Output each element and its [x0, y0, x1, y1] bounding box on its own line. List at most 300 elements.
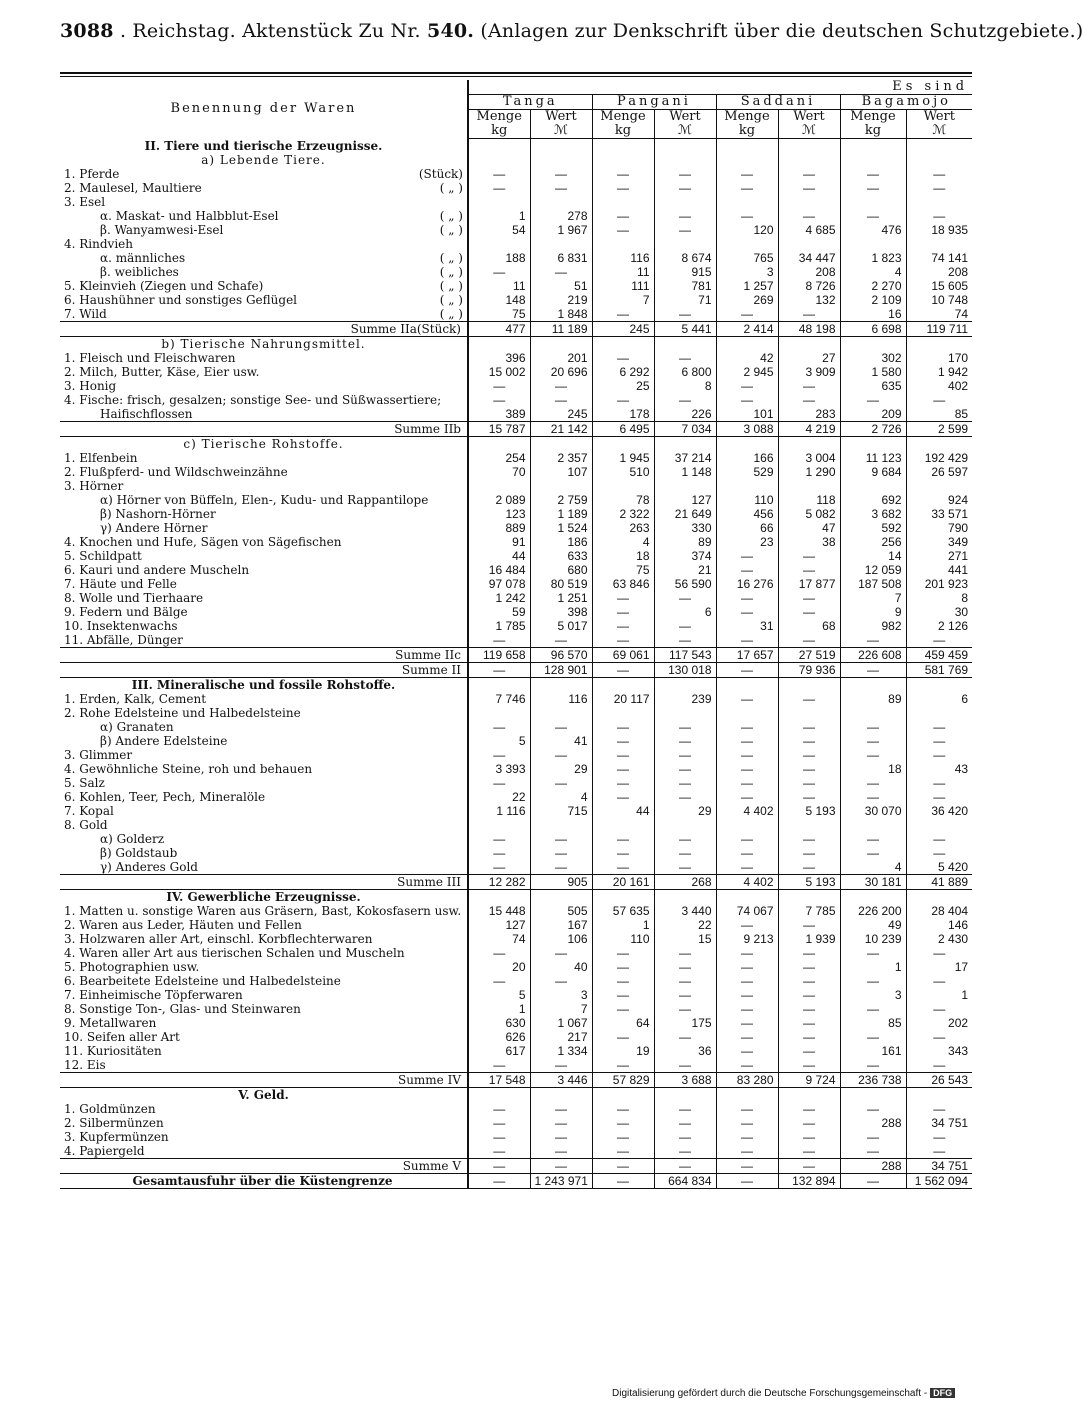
wert-cell: 74 — [906, 307, 972, 322]
empty-cell — [654, 437, 716, 452]
menge-cell: 97 078 — [468, 577, 530, 591]
menge-cell: — — [468, 167, 530, 181]
wert-cell: — — [778, 379, 840, 393]
table-row — [60, 818, 972, 832]
menge-cell: — — [592, 1030, 654, 1044]
row-label-cell — [60, 633, 468, 648]
menge-cell — [716, 195, 778, 209]
row-label: 4. Papiergeld — [64, 1144, 145, 1158]
table-row — [60, 605, 972, 619]
wert-cell: — — [778, 1116, 840, 1130]
row-label-cell — [60, 251, 468, 265]
menge-cell — [468, 706, 530, 720]
menge-cell: — — [592, 720, 654, 734]
menge-cell: — — [592, 663, 654, 678]
menge-cell: 3 — [840, 988, 906, 1002]
wert-cell: — — [778, 591, 840, 605]
empty-cell — [716, 890, 778, 905]
wert-cell: 48 198 — [778, 322, 840, 337]
wert-cell: — — [906, 832, 972, 846]
table-row — [60, 692, 972, 706]
wert-cell: — — [530, 265, 592, 279]
empty-cell — [840, 153, 906, 167]
wert-cell — [906, 818, 972, 832]
column-header-menge: Menge — [592, 110, 654, 125]
row-label: 4. Waren aller Art aus tierischen Schalen und Muscheln — [64, 946, 405, 960]
wert-cell: 15 — [654, 932, 716, 946]
section-heading-row — [60, 890, 972, 905]
wert-cell: — — [906, 1058, 972, 1073]
menge-cell: 16 276 — [716, 577, 778, 591]
wert-cell: 1 — [906, 988, 972, 1002]
menge-cell — [840, 195, 906, 209]
table-row — [60, 265, 972, 279]
wert-cell: 8 — [654, 379, 716, 393]
row-label-cell — [60, 918, 468, 932]
row-label: Summe IIc — [395, 648, 461, 662]
menge-cell: 1 — [468, 209, 530, 223]
wert-cell: 6 800 — [654, 365, 716, 379]
menge-cell: — — [468, 720, 530, 734]
menge-cell: 476 — [840, 223, 906, 237]
wert-cell: — — [530, 974, 592, 988]
menge-cell: 1 257 — [716, 279, 778, 293]
menge-cell: — — [840, 633, 906, 648]
menge-cell: 30 070 — [840, 804, 906, 818]
menge-cell: 11 — [592, 265, 654, 279]
menge-cell: — — [468, 1058, 530, 1073]
row-label: 2. Maulesel, Maultiere — [64, 181, 202, 195]
sum-row — [60, 875, 972, 890]
wert-cell: — — [654, 776, 716, 790]
wert-cell: 1 148 — [654, 465, 716, 479]
wert-cell: — — [778, 918, 840, 932]
menge-cell: — — [592, 748, 654, 762]
menge-cell: — — [840, 167, 906, 181]
empty-cell — [592, 1088, 654, 1103]
column-caption: Es sind — [468, 80, 972, 95]
empty-cell — [716, 153, 778, 167]
table-row — [60, 181, 972, 195]
row-unit: ( „ ) — [439, 265, 463, 279]
column-unit-menge: kg — [468, 124, 530, 139]
row-label-cell — [60, 167, 468, 181]
table-row — [60, 521, 972, 535]
wert-cell: — — [906, 181, 972, 195]
menge-cell — [716, 479, 778, 493]
table-row — [60, 209, 972, 223]
wert-cell: 219 — [530, 293, 592, 307]
wert-cell: 505 — [530, 904, 592, 918]
wert-cell: 116 — [530, 692, 592, 706]
wert-cell: 217 — [530, 1030, 592, 1044]
row-label-cell — [60, 960, 468, 974]
row-label-cell — [60, 307, 468, 322]
table-row — [60, 988, 972, 1002]
wert-cell: — — [654, 960, 716, 974]
table-row — [60, 860, 972, 875]
wert-cell: 201 923 — [906, 577, 972, 591]
menge-cell: — — [840, 946, 906, 960]
menge-cell: 4 — [840, 860, 906, 875]
wert-cell: 3 446 — [530, 1073, 592, 1088]
menge-cell: 111 — [592, 279, 654, 293]
wert-cell — [906, 479, 972, 493]
empty-cell — [906, 678, 972, 693]
row-label-cell — [60, 860, 468, 875]
wert-cell: 915 — [654, 265, 716, 279]
row-label: β) Goldstaub — [100, 846, 178, 860]
wert-cell: 633 — [530, 549, 592, 563]
column-header-name: Benennung der Waren — [170, 101, 357, 117]
wert-cell: 8 — [906, 591, 972, 605]
wert-cell — [778, 818, 840, 832]
menge-cell: 54 — [468, 223, 530, 237]
menge-cell: 18 — [592, 549, 654, 563]
wert-cell: 271 — [906, 549, 972, 563]
table-row — [60, 1058, 972, 1073]
wert-cell: — — [906, 167, 972, 181]
table-row — [60, 465, 972, 479]
menge-cell: — — [840, 663, 906, 678]
row-label: 6. Kauri und andere Muscheln — [64, 563, 250, 577]
wert-cell: 374 — [654, 549, 716, 563]
menge-cell: — — [716, 663, 778, 678]
row-label-cell — [60, 1016, 468, 1030]
menge-cell: 15 002 — [468, 365, 530, 379]
wert-cell: 239 — [654, 692, 716, 706]
menge-cell: 187 508 — [840, 577, 906, 591]
wert-cell: 4 — [530, 790, 592, 804]
wert-cell: — — [906, 790, 972, 804]
table-row — [60, 493, 972, 507]
menge-cell: — — [468, 1116, 530, 1130]
table-row — [60, 279, 972, 293]
wert-cell: — — [906, 846, 972, 860]
row-label-cell — [60, 734, 468, 748]
menge-cell: 4 — [592, 535, 654, 549]
wert-cell: — — [530, 1058, 592, 1073]
menge-cell: — — [716, 776, 778, 790]
menge-cell: — — [716, 181, 778, 195]
wert-cell: 6 — [654, 605, 716, 619]
wert-cell: 33 571 — [906, 507, 972, 521]
table-row — [60, 479, 972, 493]
menge-cell: 5 — [468, 734, 530, 748]
wert-cell: 7 — [530, 1002, 592, 1016]
row-label: 1. Matten u. sonstige Waren aus Gräsern, Bast, Kokosfasern usw. — [64, 904, 462, 918]
wert-cell: 21 142 — [530, 422, 592, 437]
row-label-cell — [60, 1002, 468, 1016]
menge-cell: 75 — [592, 563, 654, 577]
wert-cell: — — [654, 591, 716, 605]
wert-cell: — — [654, 1159, 716, 1174]
empty-cell — [654, 890, 716, 905]
wert-cell: 40 — [530, 960, 592, 974]
menge-cell: 110 — [592, 932, 654, 946]
column-unit-wert: ℳ — [778, 124, 840, 139]
wert-cell: 268 — [654, 875, 716, 890]
row-label-cell — [60, 407, 468, 422]
wert-cell: — — [530, 946, 592, 960]
row-label: 2. Waren aus Leder, Häuten und Fellen — [64, 918, 302, 932]
wert-cell: 349 — [906, 535, 972, 549]
wert-cell: — — [530, 1144, 592, 1159]
wert-cell: — — [906, 1002, 972, 1016]
menge-cell: — — [716, 1002, 778, 1016]
wert-cell: 201 — [530, 351, 592, 365]
header-title-b: (Anlagen zur Denkschrift über die deutschen Schutzgebiete.) — [480, 20, 1083, 42]
menge-cell: — — [468, 776, 530, 790]
wert-cell: 29 — [654, 804, 716, 818]
menge-cell: — — [468, 1159, 530, 1174]
wert-cell: 3 688 — [654, 1073, 716, 1088]
menge-cell: — — [592, 1130, 654, 1144]
menge-cell: 74 — [468, 932, 530, 946]
row-label-cell — [60, 1174, 468, 1189]
header-rule-thin — [60, 76, 972, 77]
menge-cell: — — [840, 181, 906, 195]
wert-cell: 1 067 — [530, 1016, 592, 1030]
row-label-cell — [60, 493, 468, 507]
row-label: 5. Schildpatt — [64, 549, 142, 563]
menge-cell: 74 067 — [716, 904, 778, 918]
wert-cell: — — [654, 846, 716, 860]
menge-cell: — — [468, 832, 530, 846]
menge-cell: — — [592, 209, 654, 223]
row-label-cell — [60, 279, 468, 293]
menge-cell: 161 — [840, 1044, 906, 1058]
row-label: 8. Wolle und Tierhaare — [64, 591, 204, 605]
menge-cell: 49 — [840, 918, 906, 932]
empty-cell — [592, 153, 654, 167]
wert-cell: — — [778, 748, 840, 762]
wert-cell: 85 — [906, 407, 972, 422]
menge-cell: 6 698 — [840, 322, 906, 337]
wert-cell: — — [906, 1030, 972, 1044]
menge-cell — [468, 818, 530, 832]
menge-cell: — — [592, 223, 654, 237]
empty-cell — [654, 153, 716, 167]
menge-cell: 20 117 — [592, 692, 654, 706]
menge-cell: — — [468, 748, 530, 762]
wert-cell: 441 — [906, 563, 972, 577]
menge-cell: 10 239 — [840, 932, 906, 946]
header-document-number: 540. — [427, 20, 475, 42]
table-row — [60, 706, 972, 720]
wert-cell: 38 — [778, 535, 840, 549]
row-label: 6. Kohlen, Teer, Pech, Mineralöle — [64, 790, 266, 804]
menge-cell: 17 548 — [468, 1073, 530, 1088]
row-label: 1. Goldmünzen — [64, 1102, 156, 1116]
row-label: 7. Kopal — [64, 804, 114, 818]
row-label-cell — [60, 209, 468, 223]
menge-cell: 982 — [840, 619, 906, 633]
wert-cell: 21 649 — [654, 507, 716, 521]
row-label: 7. Wild — [64, 307, 107, 321]
empty-cell — [716, 437, 778, 452]
empty-cell — [778, 153, 840, 167]
wert-cell — [530, 237, 592, 251]
menge-cell: 209 — [840, 407, 906, 422]
wert-cell — [530, 195, 592, 209]
row-label: 8. Sonstige Ton-, Glas- und Steinwaren — [64, 1002, 301, 1016]
menge-cell: — — [468, 633, 530, 648]
wert-cell — [778, 195, 840, 209]
empty-cell — [654, 139, 716, 154]
menge-cell: 3 088 — [716, 422, 778, 437]
row-label: 5. Salz — [64, 776, 105, 790]
menge-cell: 254 — [468, 451, 530, 465]
row-label: 10. Insektenwachs — [64, 619, 178, 633]
menge-cell: 302 — [840, 351, 906, 365]
wert-cell: 127 — [654, 493, 716, 507]
wert-cell: — — [530, 1116, 592, 1130]
menge-cell: 44 — [592, 804, 654, 818]
section-heading: II. Tiere und tierische Erzeugnisse. — [144, 138, 383, 153]
menge-cell: — — [716, 960, 778, 974]
wert-cell: 5 082 — [778, 507, 840, 521]
menge-cell: 25 — [592, 379, 654, 393]
menge-cell: 765 — [716, 251, 778, 265]
wert-cell: 15 605 — [906, 279, 972, 293]
menge-cell — [716, 818, 778, 832]
row-label: β. weibliches — [100, 265, 179, 279]
menge-cell: — — [716, 167, 778, 181]
menge-cell: 57 829 — [592, 1073, 654, 1088]
wert-cell: — — [778, 776, 840, 790]
column-unit-wert: ℳ — [906, 124, 972, 139]
table-row — [60, 251, 972, 265]
menge-cell: 4 — [840, 265, 906, 279]
wert-cell: — — [654, 633, 716, 648]
wert-cell: — — [654, 946, 716, 960]
menge-cell: — — [716, 1102, 778, 1116]
wert-cell: 96 570 — [530, 648, 592, 663]
column-unit-wert: ℳ — [654, 124, 716, 139]
row-label-cell — [60, 762, 468, 776]
wert-cell: 175 — [654, 1016, 716, 1030]
wert-cell: 3 004 — [778, 451, 840, 465]
menge-cell: 120 — [716, 223, 778, 237]
table-row — [60, 223, 972, 237]
export-table — [60, 80, 972, 1189]
wert-cell: 20 696 — [530, 365, 592, 379]
wert-cell: 5 193 — [778, 804, 840, 818]
empty-cell — [840, 890, 906, 905]
wert-cell: — — [778, 1058, 840, 1073]
wert-cell: 117 543 — [654, 648, 716, 663]
wert-cell: — — [654, 860, 716, 875]
wert-cell: — — [906, 209, 972, 223]
wert-cell: 2 126 — [906, 619, 972, 633]
column-header-wert: Wert — [530, 110, 592, 125]
row-label: Summe IIb — [394, 422, 461, 436]
menge-cell: 30 181 — [840, 875, 906, 890]
wert-cell: 56 590 — [654, 577, 716, 591]
menge-cell: — — [716, 1174, 778, 1189]
wert-cell: — — [530, 860, 592, 875]
wert-cell: — — [654, 209, 716, 223]
row-unit: ( „ ) — [439, 279, 463, 293]
wert-cell: 79 936 — [778, 663, 840, 678]
menge-cell: 288 — [840, 1116, 906, 1130]
wert-cell: 4 685 — [778, 223, 840, 237]
empty-cell — [468, 139, 530, 154]
menge-cell: 9 213 — [716, 932, 778, 946]
row-label-cell — [60, 591, 468, 605]
menge-cell: — — [840, 974, 906, 988]
wert-cell: 343 — [906, 1044, 972, 1058]
wert-cell: — — [778, 167, 840, 181]
row-label-cell — [60, 875, 468, 890]
row-label: α. Maskat- und Halbblut-Esel — [100, 209, 279, 223]
menge-cell: 22 — [468, 790, 530, 804]
wert-cell: 1 967 — [530, 223, 592, 237]
menge-cell: 7 — [592, 293, 654, 307]
menge-cell: — — [592, 1002, 654, 1016]
menge-cell: — — [716, 1058, 778, 1073]
menge-cell: 635 — [840, 379, 906, 393]
wert-cell — [906, 706, 972, 720]
row-label: β. Wanyamwesi-Esel — [100, 223, 224, 237]
table-row — [60, 293, 972, 307]
row-label-cell — [60, 818, 468, 832]
row-label-cell — [60, 1044, 468, 1058]
menge-cell: 178 — [592, 407, 654, 422]
column-header-wert: Wert — [906, 110, 972, 125]
empty-cell — [716, 1088, 778, 1103]
wert-cell — [530, 479, 592, 493]
table-row — [60, 1002, 972, 1016]
wert-cell: 107 — [530, 465, 592, 479]
table-row — [60, 832, 972, 846]
row-label: 4. Gewöhnliche Steine, roh und behauen — [64, 762, 313, 776]
header-rule — [60, 72, 972, 74]
wert-cell: — — [530, 846, 592, 860]
menge-cell: 592 — [840, 521, 906, 535]
menge-cell: — — [840, 832, 906, 846]
row-label: 9. Metallwaren — [64, 1016, 157, 1030]
row-label-cell — [60, 706, 468, 720]
wert-cell: — — [778, 307, 840, 322]
wert-cell: 130 018 — [654, 663, 716, 678]
menge-cell: — — [592, 776, 654, 790]
wert-cell: 208 — [778, 265, 840, 279]
page-number: 3088 — [60, 20, 114, 42]
table-row — [60, 549, 972, 563]
menge-cell: — — [716, 393, 778, 407]
wert-cell: 1 939 — [778, 932, 840, 946]
menge-cell: 396 — [468, 351, 530, 365]
menge-cell: 11 — [468, 279, 530, 293]
menge-cell: 456 — [716, 507, 778, 521]
row-label: 3. Kupfermünzen — [64, 1130, 169, 1144]
section-heading: IV. Gewerbliche Erzeugnisse. — [166, 890, 361, 904]
wert-cell: — — [530, 633, 592, 648]
dfg-logo: DFG — [930, 1388, 955, 1398]
wert-cell: 106 — [530, 932, 592, 946]
row-unit: ( „ ) — [439, 181, 463, 195]
empty-cell — [840, 139, 906, 154]
wert-cell: — — [778, 181, 840, 195]
wert-cell: 581 769 — [906, 663, 972, 678]
wert-cell: 34 751 — [906, 1116, 972, 1130]
wert-cell: — — [654, 1030, 716, 1044]
menge-cell: — — [592, 832, 654, 846]
menge-cell: — — [716, 633, 778, 648]
menge-cell: — — [716, 1159, 778, 1174]
